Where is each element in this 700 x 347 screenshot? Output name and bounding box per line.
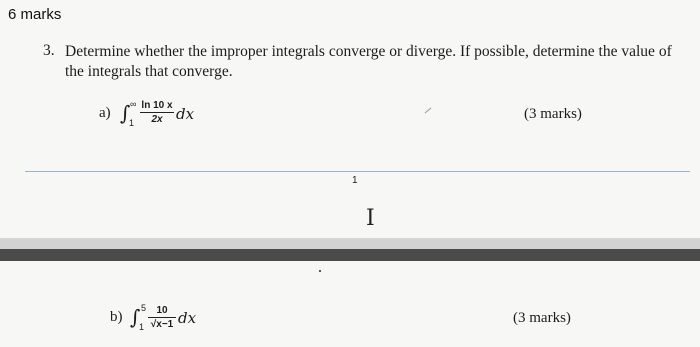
- part-a-dx: dx: [176, 105, 195, 123]
- part-b-dx: dx: [178, 309, 197, 327]
- part-a-upper-limit: ∞: [130, 99, 137, 109]
- part-b-fraction: [148, 305, 176, 331]
- part-a-marks: (3 marks): [524, 106, 582, 122]
- part-a-numerator: ln 10 x: [141, 100, 173, 111]
- page-number: 1: [352, 175, 358, 186]
- part-b-upper-limit: 5: [141, 303, 147, 313]
- question-text: Determine whether the improper integrals converge or diverge. If possible, determine the value of the integrals that converge.: [65, 43, 672, 80]
- part-b-marks: (3 marks): [513, 310, 571, 326]
- stray-tick-mark: [425, 108, 432, 114]
- page-gap-light: [0, 238, 700, 249]
- part-a-label: a): [99, 105, 111, 121]
- text-cursor-icon: I: [366, 206, 375, 231]
- part-b-denominator: √x−1: [150, 319, 174, 330]
- question-number: 3.: [43, 42, 55, 59]
- part-a-fraction: [140, 100, 174, 126]
- part-b-label: b): [110, 309, 123, 325]
- part-a-lower-limit: 1: [129, 118, 135, 128]
- integral-sign: ∫: [130, 305, 141, 329]
- stray-dot: [319, 270, 321, 272]
- integral-sign: ∫: [120, 101, 131, 125]
- part-a-denominator: 2x: [151, 114, 163, 125]
- page-divider: [25, 171, 690, 172]
- part-b-numerator: 10: [148, 305, 176, 318]
- part-b-lower-limit: 1: [139, 322, 145, 332]
- marks-header: 6 marks: [8, 6, 62, 23]
- page-gap-dark: [0, 249, 700, 261]
